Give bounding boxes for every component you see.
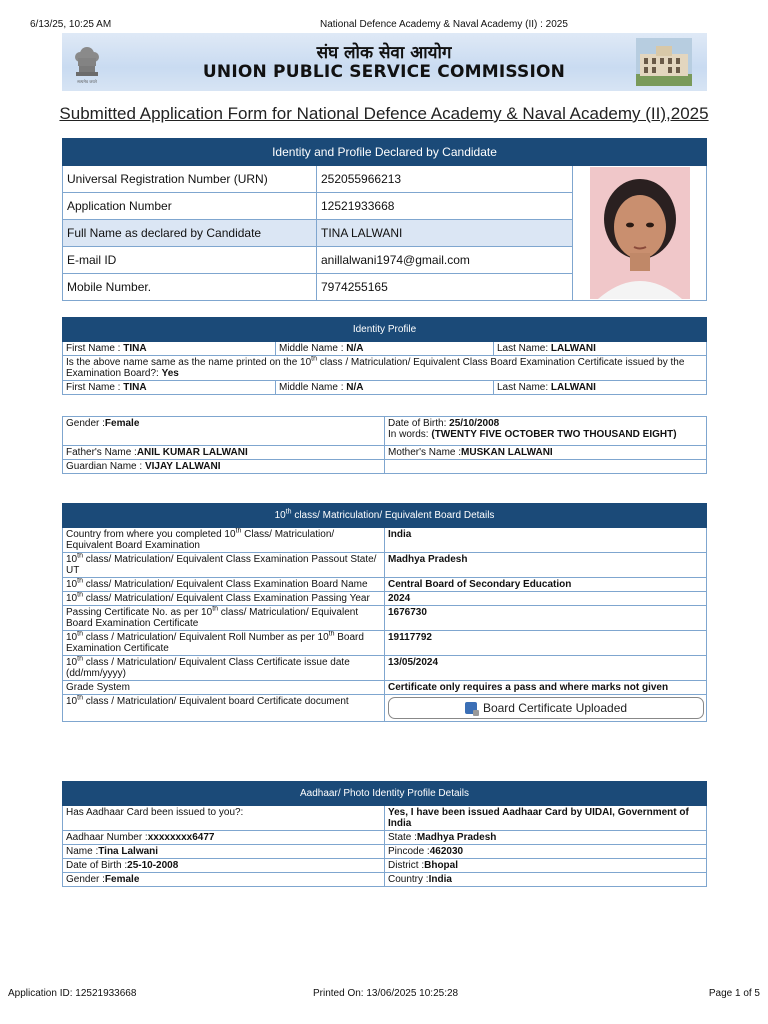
svg-text:सत्यमेव जयते: सत्यमेव जयते — [77, 79, 97, 84]
table-row — [63, 606, 707, 631]
certificate-upload-button[interactable] — [388, 697, 704, 719]
board-field-value: 2024 — [385, 592, 707, 606]
section-heading: 10th class/ Matriculation/ Equivalent Board Details — [63, 504, 707, 528]
last-name: Last Name: LALWANI — [494, 342, 707, 356]
candidate-photo-icon — [590, 167, 690, 299]
same-name-answer: Yes — [161, 368, 179, 379]
board-details-table — [62, 503, 707, 722]
table-row — [63, 528, 707, 553]
print-page-title: National Defence Academy & Naval Academy (II) : 2025 — [320, 19, 568, 30]
certificate-document-label: 10th class / Matriculation/ Equivalent board Certificate document — [63, 695, 385, 722]
board-field-value: 1676730 — [385, 606, 707, 631]
same-name-question: Is the above name same as the name printed on the 10th class / Matriculation/ Equivalent Class Board Examination Certificate issued by the Examination Board?: Yes — [63, 356, 707, 381]
aadhaar-issued-question: Has Aadhaar Card been issued to you?: — [63, 806, 385, 831]
aadhaar-details-table — [62, 781, 707, 887]
commission-title: UNION PUBLIC SERVICE COMMISSION — [202, 62, 566, 82]
identity-profile-table — [62, 317, 707, 395]
identity-declared-table — [62, 138, 707, 301]
board-field-label: 10th class/ Matriculation/ Equivalent Class Examination Board Name — [63, 578, 385, 592]
email-value: anillalwani1974@gmail.com — [317, 247, 573, 274]
footer-page-number: Page 1 of 5 — [708, 988, 760, 999]
application-number-label: Application Number — [63, 193, 317, 220]
email-label: E-mail ID — [63, 247, 317, 274]
board-field-value: Central Board of Secondary Education — [385, 578, 707, 592]
mother-name-cell: Mother's Name :MUSKAN LALWANI — [385, 446, 707, 460]
footer-printed-on: Printed On: 13/06/2025 10:25:28 — [313, 988, 459, 999]
aadhaar-issued-answer: Yes, I have been issued Aadhaar Card by UIDAI, Government of India — [385, 806, 707, 831]
father-name-cell: Father's Name :ANIL KUMAR LALWANI — [63, 446, 385, 460]
first-name-certificate: First Name : TINA — [63, 381, 276, 395]
form-title: Submitted Application Form for National Defence Academy & Naval Academy (II),2025 — [59, 104, 709, 123]
print-datetime: 6/13/25, 10:25 AM — [30, 19, 112, 30]
middle-name: Middle Name : N/A — [276, 342, 494, 356]
hindi-title: संघ लोक सेवा आयोग — [316, 43, 452, 63]
urn-label: Universal Registration Number (URN) — [63, 166, 317, 193]
personal-details-table — [62, 416, 707, 474]
aadhaar-gender: Gender :Female — [63, 873, 385, 887]
table-row — [63, 656, 707, 681]
footer-application-id: Application ID: 12521933668 — [8, 988, 137, 999]
board-field-label: 10th class/ Matriculation/ Equivalent Class Examination Passout State/ UT — [63, 553, 385, 578]
board-field-value: Certificate only requires a pass and where marks not given — [385, 681, 707, 695]
board-field-label: 10th class / Matriculation/ Equivalent Class Certificate issue date (dd/mm/yyyy) — [63, 656, 385, 681]
aadhaar-dob: Date of Birth :25-10-2008 — [63, 859, 385, 873]
table-row — [63, 578, 707, 592]
full-name-value: TINA LALWANI — [317, 220, 573, 247]
dob-cell: Date of Birth: 25/10/2008 In words: (TWENTY FIVE OCTOBER TWO THOUSAND EIGHT) — [385, 417, 707, 446]
section-heading: Identity Profile — [63, 318, 707, 342]
board-field-value: Madhya Pradesh — [385, 553, 707, 578]
board-field-label: Grade System — [63, 681, 385, 695]
board-field-value: 19117792 — [385, 631, 707, 656]
full-name-label: Full Name as declared by Candidate — [63, 220, 317, 247]
middle-name-certificate: Middle Name : N/A — [276, 381, 494, 395]
document-icon — [465, 702, 477, 714]
board-field-label: Country from where you completed 10th Class/ Matriculation/ Equivalent Board Examination — [63, 528, 385, 553]
building-image — [636, 38, 692, 86]
table-row — [63, 553, 707, 578]
application-number-value: 12521933668 — [317, 193, 573, 220]
aadhaar-name: Name :Tina Lalwani — [63, 845, 385, 859]
aadhaar-state: State :Madhya Pradesh — [385, 831, 707, 845]
urn-value: 252055966213 — [317, 166, 573, 193]
section-heading: Identity and Profile Declared by Candidate — [63, 139, 707, 166]
table-row — [63, 592, 707, 606]
gender-cell: Gender :Female — [63, 417, 385, 446]
table-row — [63, 631, 707, 656]
aadhaar-district: District :Bhopal — [385, 859, 707, 873]
mobile-value: 7974255165 — [317, 274, 573, 301]
board-field-value: India — [385, 528, 707, 553]
aadhaar-pincode: Pincode :462030 — [385, 845, 707, 859]
board-field-label: 10th class / Matriculation/ Equivalent Roll Number as per 10th Board Examination Certificate — [63, 631, 385, 656]
candidate-photo — [573, 166, 707, 301]
aadhaar-country: Country :India — [385, 873, 707, 887]
first-name: First Name : TINA — [63, 342, 276, 356]
mobile-label: Mobile Number. — [63, 274, 317, 301]
board-field-value: 13/05/2024 — [385, 656, 707, 681]
table-row — [63, 681, 707, 695]
aadhaar-number: Aadhaar Number :xxxxxxxx6477 — [63, 831, 385, 845]
board-field-label: Passing Certificate No. as per 10th class/ Matriculation/ Equivalent Board Examination Certificate — [63, 606, 385, 631]
guardian-name-cell: Guardian Name : VIJAY LALWANI — [63, 460, 385, 474]
upload-label: Board Certificate Uploaded — [482, 700, 628, 715]
section-heading: Aadhaar/ Photo Identity Profile Details — [63, 782, 707, 806]
board-field-label: 10th class/ Matriculation/ Equivalent Class Examination Passing Year — [63, 592, 385, 606]
last-name-certificate: Last Name: LALWANI — [494, 381, 707, 395]
